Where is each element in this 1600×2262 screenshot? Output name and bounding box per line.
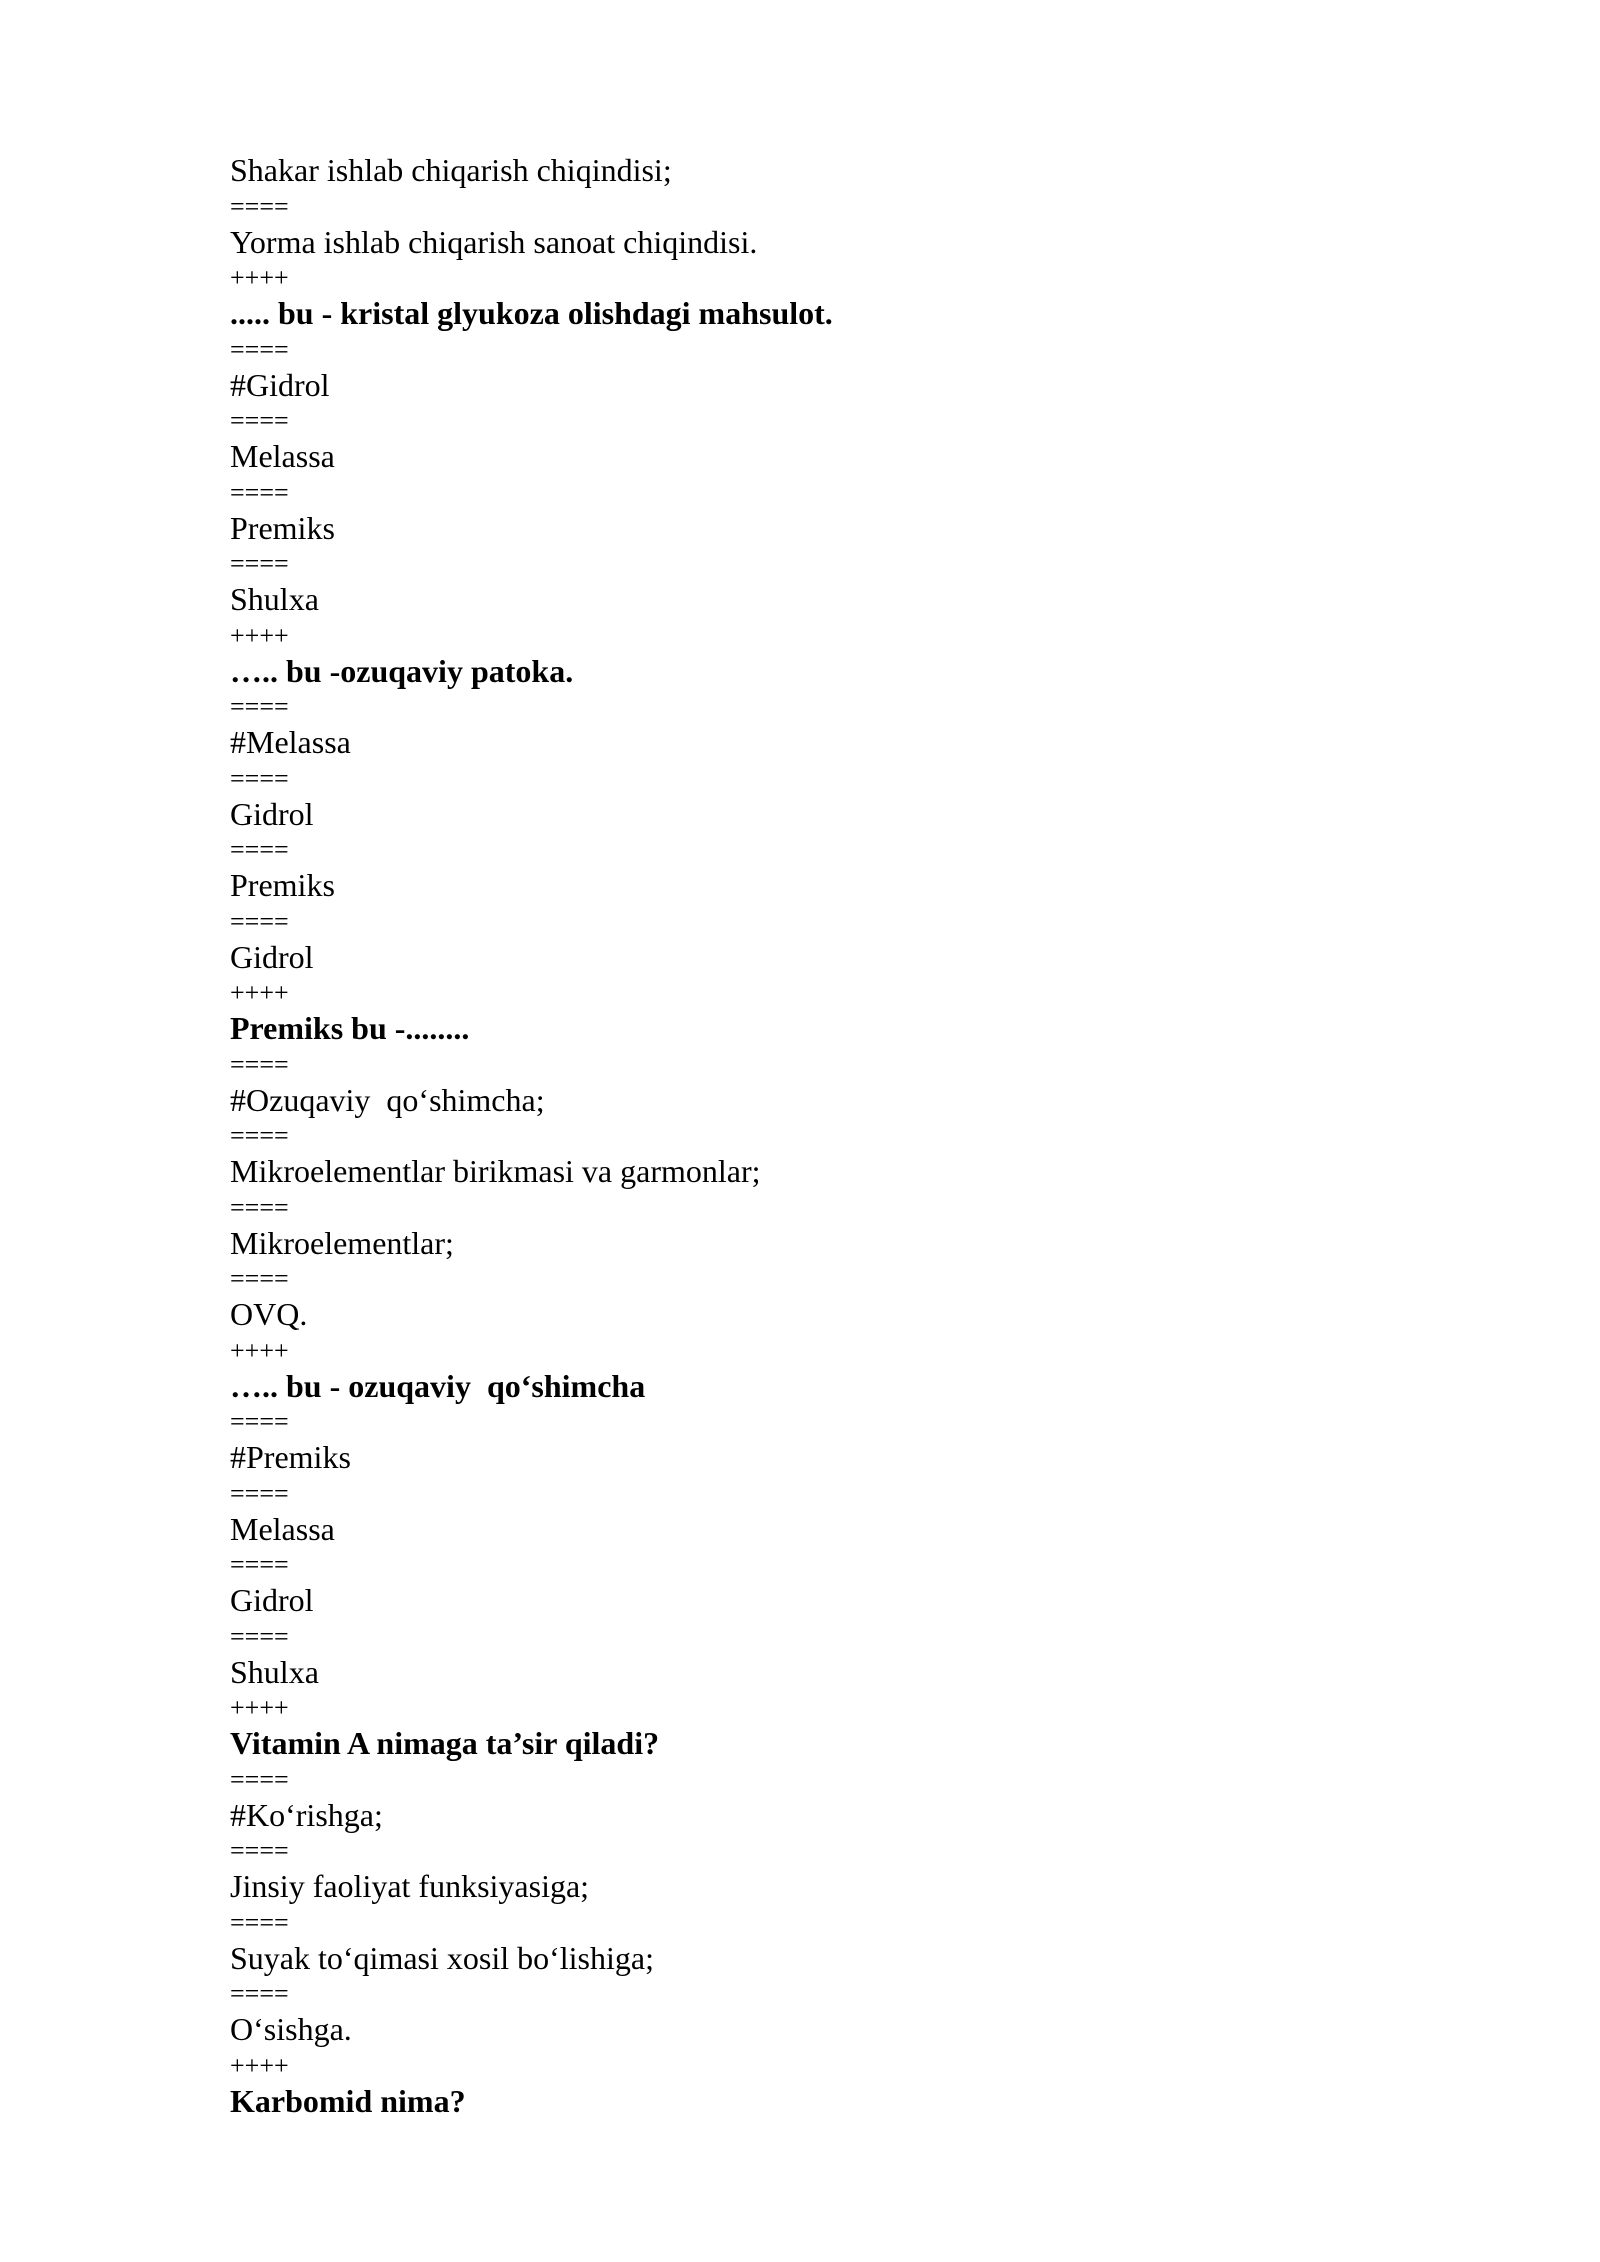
answer-line: Gidrol [230, 795, 314, 832]
separator-line: ==== [230, 191, 289, 221]
separator-line: ==== [230, 1836, 289, 1865]
answer-line: Mikroelementlar birikmasi va garmonlar; [230, 1153, 761, 1189]
question-line: Premiks bu -........ [230, 1010, 470, 1046]
answer-line: Premiks [230, 867, 335, 903]
separator-line: ==== [230, 1407, 289, 1436]
answer-line: #Ozuqaviy qo‘shimcha; [230, 1081, 545, 1118]
document-page [230, 148, 1430, 2124]
answer-line: #Melassa [230, 724, 351, 760]
separator-line: ++++ [230, 978, 289, 1007]
separator-line: ==== [230, 763, 289, 793]
separator-line: ==== [230, 1621, 289, 1651]
answer-line: Jinsiy faoliyat funksiyasiga; [230, 1868, 590, 1904]
separator-line: ==== [230, 1192, 289, 1222]
answer-line: #Gidrol [230, 366, 330, 403]
question-line: Vitamin A nimaga ta’sir qiladi? [230, 1725, 660, 1761]
separator-line: ==== [230, 1121, 289, 1150]
separator-line: ==== [230, 1764, 289, 1794]
answer-line: O‘sishga. [230, 2011, 352, 2047]
separator-line: ==== [230, 477, 289, 507]
separator-line: ==== [230, 334, 289, 364]
answer-line: Yorma ishlab chiqarish sanoat chiqindisi. [230, 223, 758, 260]
answer-line: Shakar ishlab chiqarish chiqindisi; [230, 152, 672, 188]
separator-line: ==== [230, 1049, 289, 1079]
answer-line: Mikroelementlar; [230, 1224, 454, 1261]
separator-line: ==== [230, 835, 289, 864]
separator-line: ++++ [230, 263, 289, 292]
answer-line: Suyak to‘qimasi xosil bo‘lishiga; [230, 1939, 654, 1976]
answer-line: Premiks [230, 509, 335, 546]
separator-line: ==== [230, 692, 289, 721]
separator-line: ++++ [230, 1693, 289, 1722]
separator-line: ==== [230, 549, 289, 578]
question-line: Karbomid nima? [230, 2082, 466, 2119]
separator-line: ==== [230, 1550, 289, 1579]
answer-line: Gidrol [230, 938, 314, 975]
question-line: ….. bu -ozuqaviy patoka. [230, 652, 574, 689]
question-line: ..... bu - kristal glyukoza olishdagi mahsulot. [230, 295, 833, 331]
answer-line: OVQ. [230, 1296, 308, 1332]
answer-line: #Premiks [230, 1439, 351, 1475]
separator-line: ==== [230, 1907, 289, 1937]
separator-line: ++++ [230, 1335, 289, 1365]
separator-line: ==== [230, 1264, 289, 1293]
answer-line: Melassa [230, 1510, 335, 1547]
separator-line: ++++ [230, 620, 289, 650]
separator-line: ==== [230, 1979, 289, 2008]
answer-line: #Ko‘rishga; [230, 1796, 383, 1833]
separator-line: ==== [230, 906, 289, 936]
answer-line: Melassa [230, 438, 335, 474]
answer-line: Shulxa [230, 1653, 319, 1690]
separator-line: ==== [230, 1478, 289, 1508]
question-line: ….. bu - ozuqaviy qo‘shimcha [230, 1367, 646, 1404]
separator-line: ==== [230, 406, 289, 435]
answer-line: Gidrol [230, 1582, 314, 1618]
separator-line: ++++ [230, 2050, 289, 2080]
answer-line: Shulxa [230, 581, 319, 617]
